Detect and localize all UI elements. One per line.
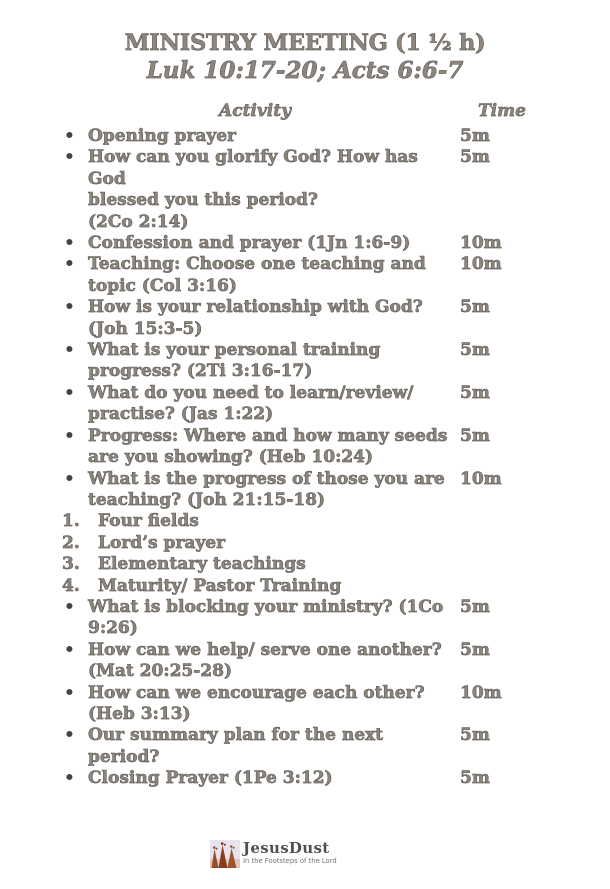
number-marker: 2. [62, 532, 80, 553]
agenda-subitem [0, 533, 610, 554]
agenda-item-time [460, 533, 610, 554]
agenda-subitem [0, 511, 610, 532]
agenda-item-time: 10m [460, 468, 502, 489]
agenda-item-text: How can you glorify God? How has God blessed you this period? (2Co 2:14) [88, 147, 418, 232]
bullet-marker: • [64, 126, 75, 146]
number-marker: 4. [62, 575, 80, 596]
bullet-marker: • [64, 147, 75, 168]
agenda-item [0, 233, 610, 254]
jesusdust-logo-image [210, 840, 240, 868]
bullet-marker: • [64, 768, 75, 789]
agenda-item-text: Opening prayer [88, 126, 237, 146]
agenda-item-text: What do you need to learn/review/ practise? (Jas 1:22) [88, 382, 414, 425]
agenda-item-time [460, 554, 610, 575]
agenda-item-text: Our summary plan for the next period? [88, 725, 383, 767]
agenda-item [0, 768, 610, 789]
bullet-marker: • [64, 639, 75, 660]
agenda-item-time: 5m [460, 297, 490, 318]
agenda-item-text: Progress: Where and how many seeds are you showing? (Heb 10:24) [88, 425, 448, 468]
bullet-marker: • [64, 468, 75, 489]
agenda-item-time: 10m [460, 254, 502, 275]
agenda-item-text: Elementary teachings [98, 554, 306, 575]
page-title: MINISTRY MEETING (1 ½ h) [124, 30, 486, 56]
agenda-item-time: 5m [460, 340, 490, 361]
bullet-marker: • [64, 340, 75, 361]
bullet-marker: • [64, 682, 75, 703]
agenda-item-time: 10m [460, 682, 502, 703]
agenda-item-text: How is your relationship with God? (Joh 15:3-5) [88, 297, 423, 339]
bullet-marker: • [64, 382, 75, 403]
column-header-row [0, 100, 610, 122]
agenda-item-text: How can we encourage each other? (Heb 3:13) [88, 682, 425, 724]
agenda-subitem [0, 554, 610, 575]
agenda-item-text: What is your personal training progress? (2Ti 3:16-17) [88, 340, 381, 382]
agenda-item-text: Teaching: Choose one teaching and topic (Col 3:16) [88, 254, 426, 296]
agenda-item-time: 5m [460, 425, 490, 446]
agenda-item-text: What is blocking your ministry? (1Co 9:26) [88, 596, 444, 639]
agenda-item-time: 5m [460, 725, 490, 746]
agenda-item-text: Confession and prayer (1Jn 1:6-9) [88, 233, 411, 254]
agenda-item [0, 469, 610, 512]
activity-column-header: Activity [219, 101, 291, 121]
agenda-item [0, 340, 610, 383]
agenda-item-text: Four fields [98, 511, 199, 532]
agenda-item-text: Closing Prayer (1Pe 3:12) [88, 768, 333, 789]
agenda-item-text: What is the progress of those you are teaching? (Joh 21:15-18) [88, 468, 445, 510]
agenda-item-time: 5m [460, 596, 490, 617]
bullet-marker: • [64, 297, 75, 318]
number-marker: 1. [62, 511, 80, 532]
agenda-item-text: How can we help/ serve one another? (Mat 20:25-28) [88, 639, 442, 682]
agenda-item [0, 254, 610, 297]
bullet-marker: • [64, 254, 75, 275]
agenda-item [0, 297, 610, 340]
bullet-marker: • [64, 425, 75, 446]
agenda-item-time: 5m [460, 126, 490, 146]
logo-title: JesusDust [243, 839, 330, 857]
agenda-item-time: 5m [460, 768, 490, 789]
agenda-item-time: 5m [460, 639, 490, 660]
logo-tagline: In the Footsteps of the Lord [243, 857, 337, 865]
footer-logo [210, 840, 337, 868]
agenda-item [0, 725, 610, 768]
agenda-item [0, 597, 610, 640]
agenda-item-time [460, 576, 610, 597]
time-column-header: Time [478, 101, 526, 121]
agenda-item [0, 640, 610, 683]
agenda-item-time: 5m [460, 147, 490, 168]
number-marker: 3. [62, 554, 80, 575]
bullet-marker: • [64, 725, 75, 746]
agenda-item [0, 126, 610, 147]
page-subtitle: Luk 10:17-20; Acts 6:6-7 [146, 57, 464, 84]
agenda-item-time [460, 511, 610, 532]
bullet-marker: • [64, 233, 75, 254]
logo-text-block [243, 840, 337, 866]
agenda-item [0, 683, 610, 726]
agenda-item [0, 426, 610, 469]
bullet-marker: • [64, 596, 75, 617]
agenda-item-time: 5m [460, 382, 490, 403]
agenda-list [0, 126, 610, 790]
agenda-item [0, 147, 610, 233]
agenda-item [0, 383, 610, 426]
document-page [0, 29, 610, 889]
agenda-item-text: Maturity/ Pastor Training [98, 575, 342, 596]
agenda-item-time: 10m [460, 233, 502, 254]
agenda-item-text: Lord’s prayer [98, 532, 226, 553]
agenda-subitem [0, 576, 610, 597]
